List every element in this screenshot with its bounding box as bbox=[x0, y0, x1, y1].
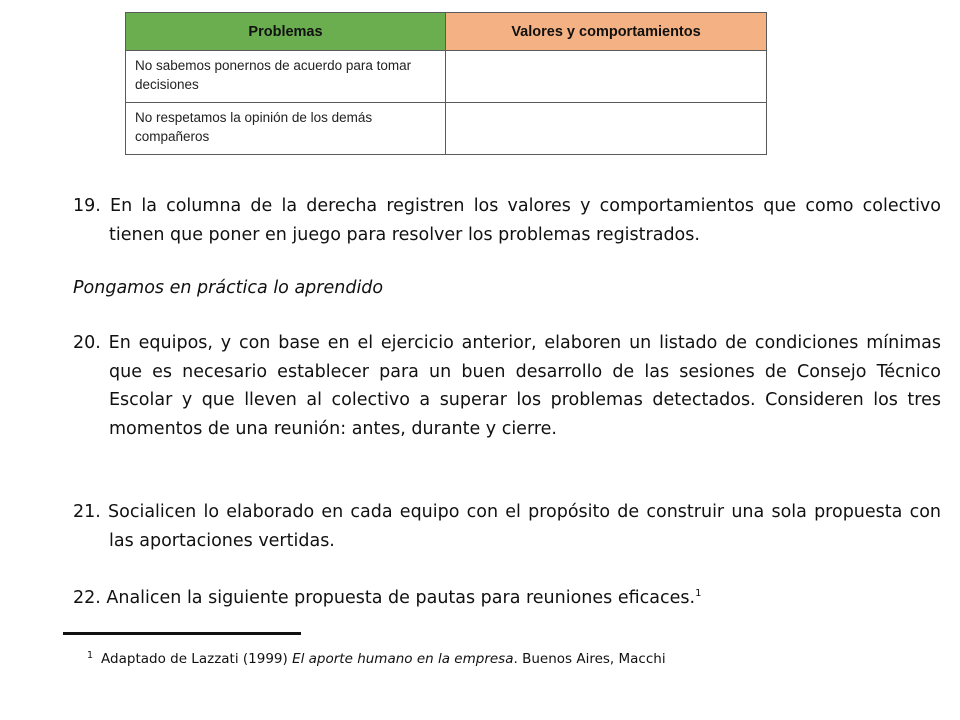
header-problems: Problemas bbox=[126, 13, 446, 51]
section-heading: Pongamos en práctica lo aprendido bbox=[73, 278, 384, 298]
table-row bbox=[126, 103, 767, 155]
item-21: 21. Socialicen lo elaborado en cada equipo con el propósito de construir una sola propuesta con las aportaciones vertidas. bbox=[73, 502, 941, 551]
footnote-text: Adaptado de Lazzati (1999) bbox=[101, 651, 293, 667]
item-22 bbox=[73, 584, 941, 613]
header-values: Valores y comportamientos bbox=[446, 13, 767, 51]
table-header-row bbox=[126, 13, 767, 51]
footnote-separator bbox=[63, 632, 301, 635]
footnote-number: 1 bbox=[87, 649, 94, 661]
item-20: 20. En equipos, y con base en el ejercicio anterior, elaboren un listado de condiciones mínimas que es necesario establecer para un buen desarrollo de las sesiones de Consejo Técnico Escolar y que lleven al colectivo a superar los problemas detectados. Consideren los tres momentos de una reunión: antes, durante y cierre. bbox=[73, 333, 941, 439]
footnote-ref[interactable]: 1 bbox=[695, 588, 702, 600]
problem-cell: No respetamos la opinión de los demás compañeros bbox=[126, 103, 446, 155]
value-cell[interactable] bbox=[446, 103, 767, 155]
footnote-title: El aporte humano en la empresa bbox=[292, 651, 514, 667]
footnote bbox=[87, 651, 666, 667]
item-22-text: 22. Analicen la siguiente propuesta de pautas para reuniones eficaces. bbox=[73, 588, 696, 608]
table-row bbox=[126, 51, 767, 103]
value-cell[interactable] bbox=[446, 51, 767, 103]
problem-cell: No sabemos ponernos de acuerdo para tomar decisiones bbox=[126, 51, 446, 103]
footnote-text-end: . Buenos Aires, Macchi bbox=[513, 651, 666, 667]
problems-values-table bbox=[125, 12, 767, 155]
item-19: 19. En la columna de la derecha registren los valores y comportamientos que como colectivo tienen que poner en juego para resolver los problemas registrados. bbox=[73, 196, 941, 245]
